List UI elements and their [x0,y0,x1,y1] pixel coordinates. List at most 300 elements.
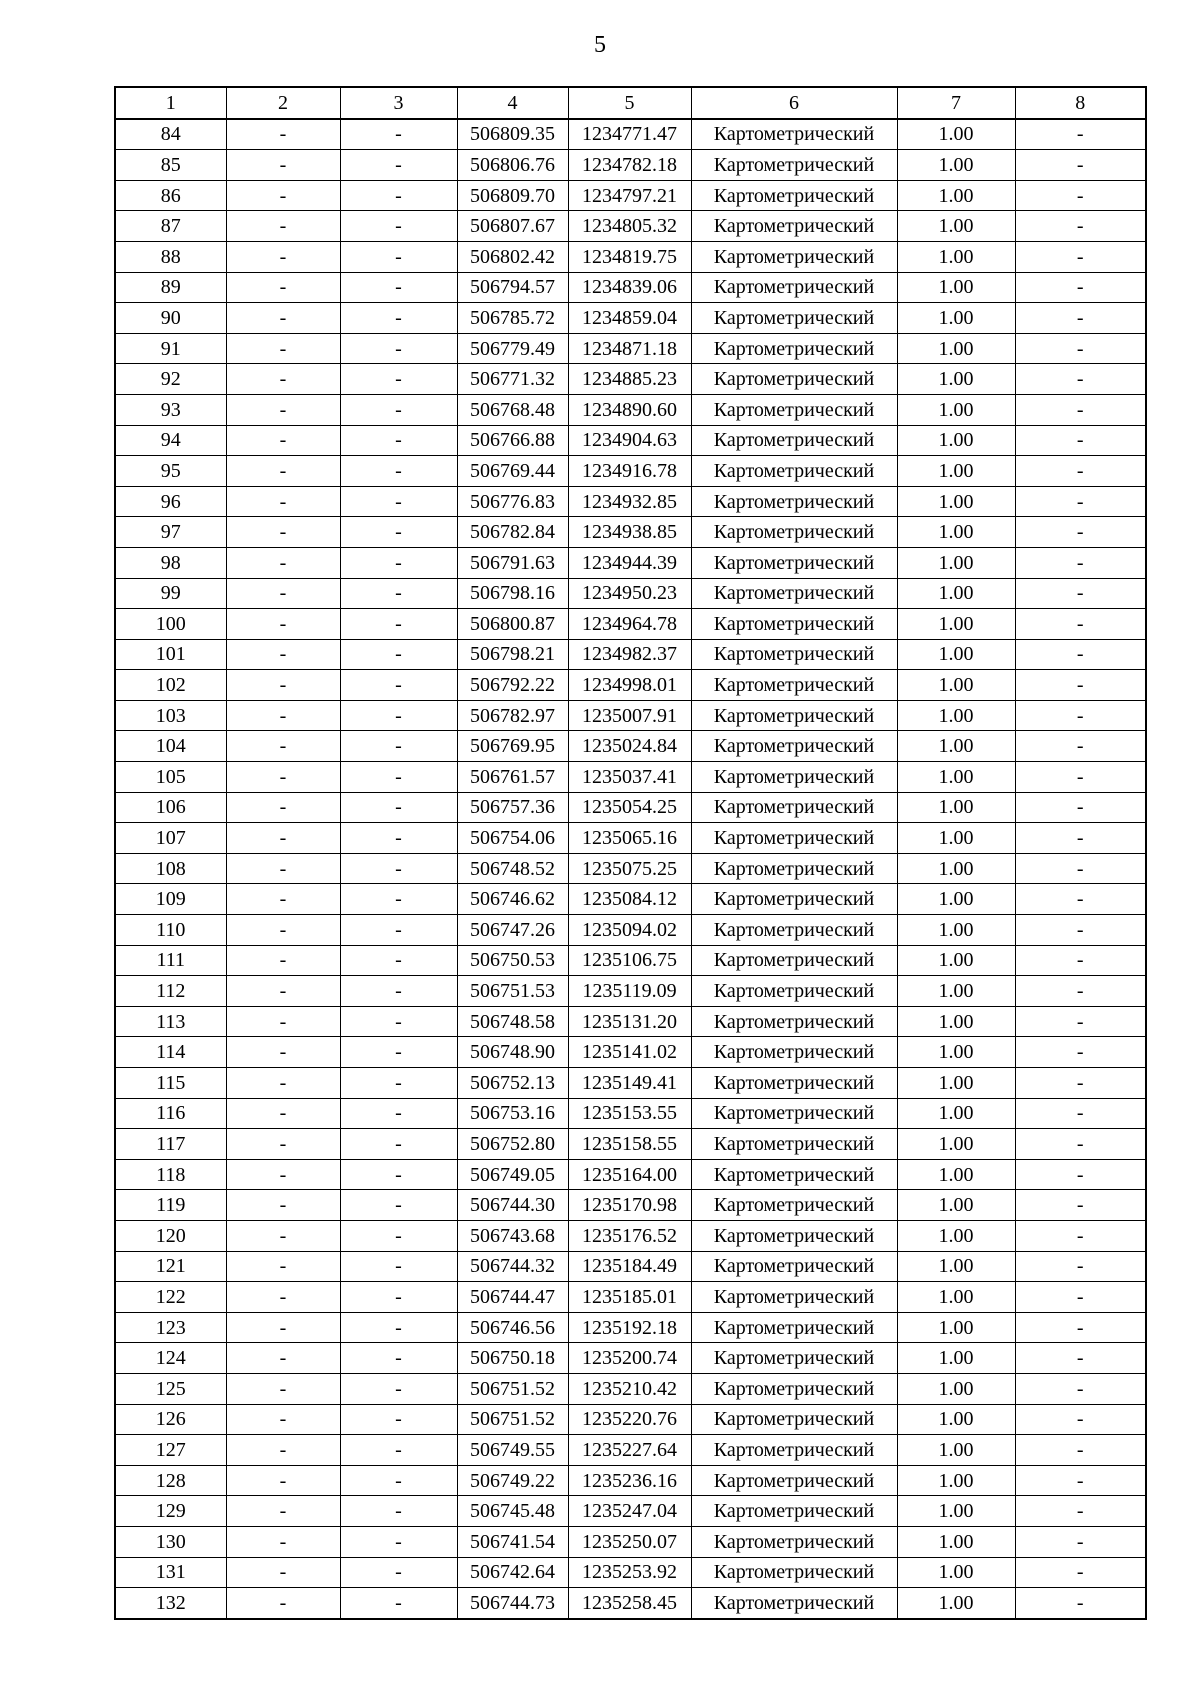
x-coordinate-cell: 506744.32 [457,1251,568,1282]
table-row [115,884,1146,915]
col-2-cell: - [226,1220,340,1251]
method-cell: Картометрический [691,700,897,731]
col-3-cell: - [340,1190,457,1221]
column-header-1: 1 [115,87,226,119]
col-3-cell: - [340,1557,457,1588]
col-8-cell: - [1015,762,1146,793]
method-cell: Картометрический [691,1526,897,1557]
table-row [115,1006,1146,1037]
col-2-cell: - [226,1526,340,1557]
x-coordinate-cell: 506743.68 [457,1220,568,1251]
y-coordinate-cell: 1235024.84 [568,731,691,762]
column-header-7: 7 [897,87,1015,119]
col-3-cell: - [340,241,457,272]
method-cell: Картометрический [691,853,897,884]
x-coordinate-cell: 506753.16 [457,1098,568,1129]
method-cell: Картометрический [691,211,897,242]
col-8-cell: - [1015,517,1146,548]
col-3-cell: - [340,486,457,517]
method-cell: Картометрический [691,976,897,1007]
column-header-5: 5 [568,87,691,119]
col-2-cell: - [226,456,340,487]
col-8-cell: - [1015,241,1146,272]
col-8-cell: - [1015,884,1146,915]
accuracy-cell: 1.00 [897,976,1015,1007]
table-row [115,823,1146,854]
y-coordinate-cell: 1235153.55 [568,1098,691,1129]
col-3-cell: - [340,1373,457,1404]
col-8-cell: - [1015,425,1146,456]
accuracy-cell: 1.00 [897,731,1015,762]
point-number-cell: 98 [115,547,226,578]
accuracy-cell: 1.00 [897,1343,1015,1374]
y-coordinate-cell: 1235149.41 [568,1068,691,1099]
col-8-cell: - [1015,180,1146,211]
method-cell: Картометрический [691,1465,897,1496]
col-2-cell: - [226,1282,340,1313]
method-cell: Картометрический [691,823,897,854]
table-row [115,1068,1146,1099]
col-8-cell: - [1015,1404,1146,1435]
x-coordinate-cell: 506742.64 [457,1557,568,1588]
col-2-cell: - [226,333,340,364]
col-2-cell: - [226,1068,340,1099]
col-8-cell: - [1015,272,1146,303]
col-8-cell: - [1015,1068,1146,1099]
method-cell: Картометрический [691,1129,897,1160]
x-coordinate-cell: 506794.57 [457,272,568,303]
point-number-cell: 112 [115,976,226,1007]
y-coordinate-cell: 1234938.85 [568,517,691,548]
point-number-cell: 100 [115,609,226,640]
x-coordinate-cell: 506768.48 [457,394,568,425]
table-row [115,456,1146,487]
y-coordinate-cell: 1234890.60 [568,394,691,425]
method-cell: Картометрический [691,150,897,181]
col-3-cell: - [340,1282,457,1313]
x-coordinate-cell: 506746.56 [457,1312,568,1343]
table-row [115,639,1146,670]
point-number-cell: 124 [115,1343,226,1374]
accuracy-cell: 1.00 [897,1006,1015,1037]
col-3-cell: - [340,211,457,242]
accuracy-cell: 1.00 [897,609,1015,640]
col-8-cell: - [1015,211,1146,242]
col-3-cell: - [340,1526,457,1557]
x-coordinate-cell: 506748.52 [457,853,568,884]
method-cell: Картометрический [691,425,897,456]
y-coordinate-cell: 1235037.41 [568,762,691,793]
method-cell: Картометрический [691,1343,897,1374]
method-cell: Картометрический [691,1557,897,1588]
point-number-cell: 129 [115,1496,226,1527]
col-3-cell: - [340,547,457,578]
col-3-cell: - [340,1006,457,1037]
accuracy-cell: 1.00 [897,456,1015,487]
col-8-cell: - [1015,945,1146,976]
col-2-cell: - [226,180,340,211]
x-coordinate-cell: 506792.22 [457,670,568,701]
col-2-cell: - [226,119,340,150]
col-3-cell: - [340,1312,457,1343]
col-3-cell: - [340,1037,457,1068]
col-3-cell: - [340,1098,457,1129]
table-row [115,731,1146,762]
col-2-cell: - [226,1251,340,1282]
header-row [115,87,1146,119]
x-coordinate-cell: 506798.16 [457,578,568,609]
col-3-cell: - [340,394,457,425]
accuracy-cell: 1.00 [897,915,1015,946]
x-coordinate-cell: 506785.72 [457,303,568,334]
table-row [115,517,1146,548]
accuracy-cell: 1.00 [897,1190,1015,1221]
col-3-cell: - [340,1068,457,1099]
accuracy-cell: 1.00 [897,1557,1015,1588]
method-cell: Картометрический [691,1006,897,1037]
col-3-cell: - [340,150,457,181]
col-8-cell: - [1015,670,1146,701]
col-2-cell: - [226,1159,340,1190]
col-2-cell: - [226,639,340,670]
accuracy-cell: 1.00 [897,1404,1015,1435]
x-coordinate-cell: 506779.49 [457,333,568,364]
col-2-cell: - [226,853,340,884]
method-cell: Картометрический [691,731,897,762]
table-row [115,1159,1146,1190]
method-cell: Картометрический [691,119,897,150]
point-number-cell: 123 [115,1312,226,1343]
x-coordinate-cell: 506766.88 [457,425,568,456]
x-coordinate-cell: 506741.54 [457,1526,568,1557]
col-8-cell: - [1015,1159,1146,1190]
accuracy-cell: 1.00 [897,364,1015,395]
y-coordinate-cell: 1235258.45 [568,1588,691,1619]
table-row [115,700,1146,731]
col-8-cell: - [1015,303,1146,334]
accuracy-cell: 1.00 [897,1588,1015,1619]
col-3-cell: - [340,823,457,854]
y-coordinate-cell: 1235176.52 [568,1220,691,1251]
point-number-cell: 126 [115,1404,226,1435]
col-2-cell: - [226,394,340,425]
accuracy-cell: 1.00 [897,425,1015,456]
col-3-cell: - [340,945,457,976]
x-coordinate-cell: 506749.55 [457,1435,568,1466]
method-cell: Картометрический [691,1373,897,1404]
table-row [115,1526,1146,1557]
col-3-cell: - [340,731,457,762]
col-3-cell: - [340,517,457,548]
table-row [115,364,1146,395]
col-8-cell: - [1015,792,1146,823]
y-coordinate-cell: 1235084.12 [568,884,691,915]
col-2-cell: - [226,1588,340,1619]
col-3-cell: - [340,1435,457,1466]
point-number-cell: 113 [115,1006,226,1037]
col-8-cell: - [1015,364,1146,395]
y-coordinate-cell: 1235054.25 [568,792,691,823]
x-coordinate-cell: 506749.05 [457,1159,568,1190]
column-header-8: 8 [1015,87,1146,119]
x-coordinate-cell: 506748.90 [457,1037,568,1068]
table-row [115,1496,1146,1527]
x-coordinate-cell: 506746.62 [457,884,568,915]
x-coordinate-cell: 506744.73 [457,1588,568,1619]
point-number-cell: 102 [115,670,226,701]
x-coordinate-cell: 506745.48 [457,1496,568,1527]
point-number-cell: 117 [115,1129,226,1160]
method-cell: Картометрический [691,670,897,701]
point-number-cell: 88 [115,241,226,272]
method-cell: Картометрический [691,394,897,425]
col-3-cell: - [340,609,457,640]
y-coordinate-cell: 1235210.42 [568,1373,691,1404]
col-3-cell: - [340,364,457,395]
x-coordinate-cell: 506750.18 [457,1343,568,1374]
table-row [115,1251,1146,1282]
y-coordinate-cell: 1235192.18 [568,1312,691,1343]
x-coordinate-cell: 506749.22 [457,1465,568,1496]
col-8-cell: - [1015,1037,1146,1068]
table-row [115,241,1146,272]
accuracy-cell: 1.00 [897,150,1015,181]
y-coordinate-cell: 1234944.39 [568,547,691,578]
col-2-cell: - [226,517,340,548]
table-row [115,1129,1146,1160]
col-8-cell: - [1015,700,1146,731]
y-coordinate-cell: 1235141.02 [568,1037,691,1068]
col-8-cell: - [1015,1251,1146,1282]
table-row [115,394,1146,425]
y-coordinate-cell: 1235250.07 [568,1526,691,1557]
point-number-cell: 107 [115,823,226,854]
col-8-cell: - [1015,578,1146,609]
point-number-cell: 86 [115,180,226,211]
table-row [115,150,1146,181]
method-cell: Картометрический [691,180,897,211]
y-coordinate-cell: 1234885.23 [568,364,691,395]
x-coordinate-cell: 506747.26 [457,915,568,946]
col-3-cell: - [340,1465,457,1496]
col-2-cell: - [226,731,340,762]
method-cell: Картометрический [691,1037,897,1068]
method-cell: Картометрический [691,1068,897,1099]
col-3-cell: - [340,1251,457,1282]
col-2-cell: - [226,609,340,640]
col-8-cell: - [1015,1526,1146,1557]
accuracy-cell: 1.00 [897,547,1015,578]
table-row [115,792,1146,823]
col-3-cell: - [340,456,457,487]
table-row [115,1343,1146,1374]
table-row [115,119,1146,150]
accuracy-cell: 1.00 [897,303,1015,334]
method-cell: Картометрический [691,609,897,640]
method-cell: Картометрический [691,1496,897,1527]
col-8-cell: - [1015,1435,1146,1466]
x-coordinate-cell: 506752.80 [457,1129,568,1160]
y-coordinate-cell: 1235247.04 [568,1496,691,1527]
col-2-cell: - [226,1373,340,1404]
y-coordinate-cell: 1235075.25 [568,853,691,884]
accuracy-cell: 1.00 [897,394,1015,425]
y-coordinate-cell: 1235227.64 [568,1435,691,1466]
point-number-cell: 89 [115,272,226,303]
column-header-6: 6 [691,87,897,119]
col-3-cell: - [340,853,457,884]
accuracy-cell: 1.00 [897,517,1015,548]
point-number-cell: 85 [115,150,226,181]
x-coordinate-cell: 506751.52 [457,1373,568,1404]
table-row [115,670,1146,701]
col-2-cell: - [226,486,340,517]
col-2-cell: - [226,1496,340,1527]
table-row [115,486,1146,517]
accuracy-cell: 1.00 [897,823,1015,854]
col-3-cell: - [340,333,457,364]
y-coordinate-cell: 1235170.98 [568,1190,691,1221]
method-cell: Картометрический [691,1220,897,1251]
table-row [115,609,1146,640]
point-number-cell: 91 [115,333,226,364]
coordinates-table [114,86,1147,1620]
y-coordinate-cell: 1235164.00 [568,1159,691,1190]
table-row [115,211,1146,242]
col-8-cell: - [1015,1343,1146,1374]
x-coordinate-cell: 506752.13 [457,1068,568,1099]
method-cell: Картометрический [691,333,897,364]
method-cell: Картометрический [691,884,897,915]
y-coordinate-cell: 1235200.74 [568,1343,691,1374]
method-cell: Картометрический [691,639,897,670]
col-8-cell: - [1015,1282,1146,1313]
y-coordinate-cell: 1235220.76 [568,1404,691,1435]
col-3-cell: - [340,1496,457,1527]
col-3-cell: - [340,425,457,456]
y-coordinate-cell: 1235253.92 [568,1557,691,1588]
col-8-cell: - [1015,853,1146,884]
y-coordinate-cell: 1235106.75 [568,945,691,976]
x-coordinate-cell: 506802.42 [457,241,568,272]
col-2-cell: - [226,425,340,456]
table-header [115,87,1146,119]
accuracy-cell: 1.00 [897,1435,1015,1466]
accuracy-cell: 1.00 [897,945,1015,976]
col-8-cell: - [1015,1129,1146,1160]
col-8-cell: - [1015,547,1146,578]
table-row [115,1282,1146,1313]
y-coordinate-cell: 1234982.37 [568,639,691,670]
col-2-cell: - [226,211,340,242]
col-3-cell: - [340,639,457,670]
y-coordinate-cell: 1234771.47 [568,119,691,150]
accuracy-cell: 1.00 [897,1526,1015,1557]
y-coordinate-cell: 1234932.85 [568,486,691,517]
accuracy-cell: 1.00 [897,1373,1015,1404]
col-3-cell: - [340,1343,457,1374]
point-number-cell: 111 [115,945,226,976]
col-8-cell: - [1015,731,1146,762]
col-2-cell: - [226,1465,340,1496]
table-row [115,578,1146,609]
col-8-cell: - [1015,639,1146,670]
table-row [115,945,1146,976]
method-cell: Картометрический [691,1435,897,1466]
y-coordinate-cell: 1234859.04 [568,303,691,334]
point-number-cell: 130 [115,1526,226,1557]
point-number-cell: 97 [115,517,226,548]
col-8-cell: - [1015,333,1146,364]
table-row [115,303,1146,334]
point-number-cell: 94 [115,425,226,456]
table-row [115,1588,1146,1619]
col-3-cell: - [340,976,457,1007]
y-coordinate-cell: 1235119.09 [568,976,691,1007]
point-number-cell: 125 [115,1373,226,1404]
col-8-cell: - [1015,1190,1146,1221]
y-coordinate-cell: 1235184.49 [568,1251,691,1282]
accuracy-cell: 1.00 [897,1159,1015,1190]
accuracy-cell: 1.00 [897,1129,1015,1160]
col-2-cell: - [226,547,340,578]
accuracy-cell: 1.00 [897,486,1015,517]
table-row [115,180,1146,211]
col-8-cell: - [1015,1373,1146,1404]
page-number: 5 [594,32,606,58]
accuracy-cell: 1.00 [897,670,1015,701]
col-8-cell: - [1015,456,1146,487]
point-number-cell: 128 [115,1465,226,1496]
point-number-cell: 119 [115,1190,226,1221]
y-coordinate-cell: 1234819.75 [568,241,691,272]
table-row [115,915,1146,946]
col-2-cell: - [226,1343,340,1374]
point-number-cell: 101 [115,639,226,670]
col-2-cell: - [226,1129,340,1160]
col-8-cell: - [1015,1496,1146,1527]
col-2-cell: - [226,700,340,731]
method-cell: Картометрический [691,456,897,487]
x-coordinate-cell: 506757.36 [457,792,568,823]
col-2-cell: - [226,241,340,272]
col-2-cell: - [226,945,340,976]
col-2-cell: - [226,1037,340,1068]
method-cell: Картометрический [691,1312,897,1343]
col-3-cell: - [340,578,457,609]
table-row [115,547,1146,578]
accuracy-cell: 1.00 [897,578,1015,609]
accuracy-cell: 1.00 [897,884,1015,915]
x-coordinate-cell: 506751.53 [457,976,568,1007]
accuracy-cell: 1.00 [897,1068,1015,1099]
point-number-cell: 131 [115,1557,226,1588]
method-cell: Картометрический [691,272,897,303]
col-2-cell: - [226,303,340,334]
y-coordinate-cell: 1235131.20 [568,1006,691,1037]
col-8-cell: - [1015,976,1146,1007]
col-2-cell: - [226,670,340,701]
point-number-cell: 109 [115,884,226,915]
point-number-cell: 105 [115,762,226,793]
col-2-cell: - [226,1557,340,1588]
point-number-cell: 115 [115,1068,226,1099]
y-coordinate-cell: 1234904.63 [568,425,691,456]
x-coordinate-cell: 506809.70 [457,180,568,211]
table-row [115,333,1146,364]
accuracy-cell: 1.00 [897,853,1015,884]
accuracy-cell: 1.00 [897,333,1015,364]
